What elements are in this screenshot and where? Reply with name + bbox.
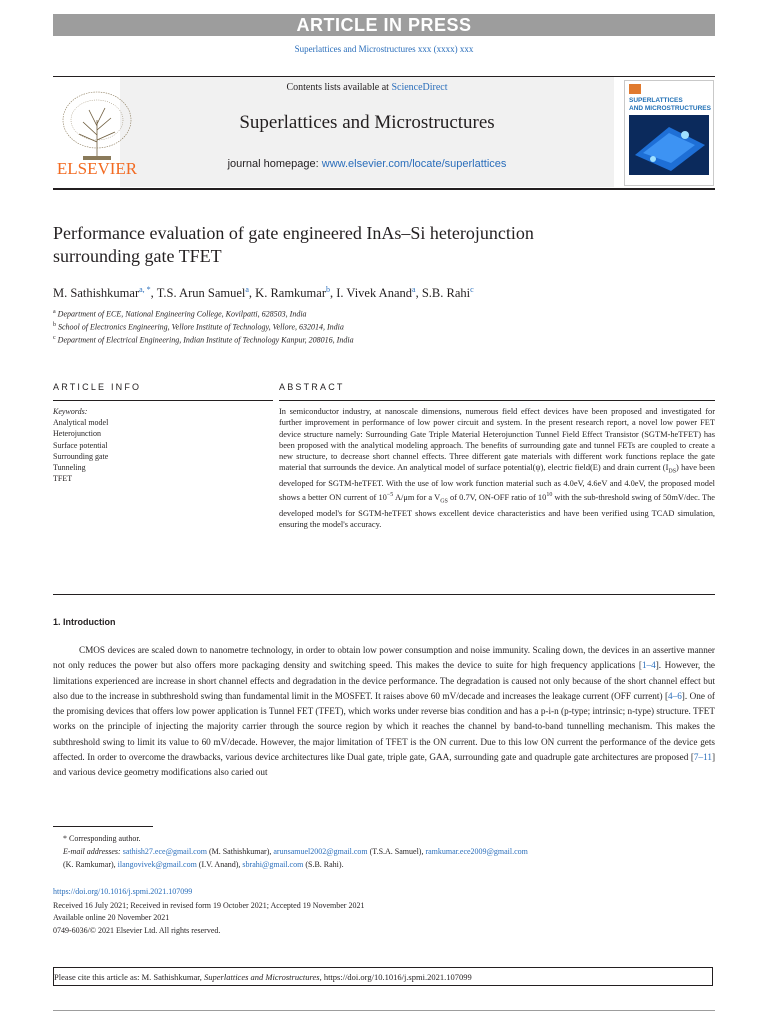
keyword-item: TFET xyxy=(53,474,73,484)
author-affiliation-mark[interactable]: a xyxy=(245,285,249,294)
author-separator: , xyxy=(248,286,256,301)
page-bottom-rule xyxy=(53,1010,715,1011)
citation-link[interactable]: 4–6 xyxy=(668,690,682,701)
keyword-item: Surface potential xyxy=(53,440,108,450)
cover-title: SUPERLATTICES AND MICROSTRUCTURES xyxy=(629,97,711,112)
author-list xyxy=(53,285,715,301)
affiliation-a: $^a$ Department of ECE, National Engineering College, Kovilpatti, 628503, India xyxy=(53,309,307,319)
citation-box: Please cite this article as: M. Sathishkumar, Superlattices and Microstructures, https://doi.org/10.1016/j.spmi.2021.107099 xyxy=(53,967,713,986)
footnote xyxy=(53,832,715,871)
article-in-press-banner: ARTICLE IN PRESS xyxy=(53,14,715,36)
keyword-item: Surrounding gate xyxy=(53,451,109,461)
affiliation-c: $^c$ Department of Electrical Engineering, Indian Institute of Technology Kanpur, 208016, India xyxy=(53,335,354,345)
keyword-item: Heterojunction xyxy=(53,429,101,439)
journal-title: Superlattices and Microstructures xyxy=(239,112,495,133)
affiliation-b: $^b$ School of Electronics Engineering, Vellore Institute of Technology, Vellore, 632014, India xyxy=(53,322,344,332)
abstract-text: In semiconductor industry, at nanoscale dimensions, numerous field effect devices have been proposed and investigated for further improvement in performance of low power circuit and system. In the present research report, a novel low power FET device structure namely: Surrounding Gate Triple Material Heterojunction Tunnel Field Effect Transistor (SGTM-heTFET) has been proposed with the analytical modeling approach. The benefits of surrounding gate and tunnel FETs are coupled to create a new structure, to decrease short channel effects. Three different gate materials with different work functions replace the gate material that surrounds the device. An analytical model of surface potential(ψ), electric field(E) and drain current $(I_{DS})$ have been developed for SGTM-heTFET. With the use of low work function material such as 4.0eV, 4.6eV and 4.0eV, the proposed model shows a better ON current of $10^{-5}$ A/μm for a $V_{GS}$ of 0.7V, ON-OFF ratio of $10^{10}$ with the sub-threshold swing of 50mV/dec. The developed model's for SGTM-heTFET shows excellent device characteristics and have been verified using TCAD simulation, ensuring the model's accuracy. xyxy=(279,407,715,529)
author-affiliation-mark[interactable]: c xyxy=(470,285,474,294)
journal-cover[interactable] xyxy=(624,80,714,186)
publication-info xyxy=(53,886,715,937)
keyword-item: Tunneling xyxy=(53,463,86,473)
doi-link[interactable]: https://doi.org/10.1016/j.spmi.2021.107099 xyxy=(53,887,193,896)
cover-artwork xyxy=(629,115,709,175)
introduction-heading: 1. Introduction xyxy=(53,617,116,627)
abstract-bottom-rule xyxy=(53,594,715,595)
author-name[interactable]: K. Ramkumar xyxy=(255,286,326,301)
cover-elsevier-icon xyxy=(629,84,641,94)
introduction-paragraph: CMOS devices are scaled down to nanometre technology, in order to obtain low power consumption and noise immunity. Scaling down, the devices in an assertive manner not only reduces the power but also offers more packaging density and switching speed. This makes the device to suite for high frequency applications [1–4]. However, the limitations experienced are increase in short channel effects and degradation in the device performance. The degradation is caused not only because of the short channel effect but also due to the increase in subthreshold swing than fundamental limit in the MOSFET. It raises above 60 mV/decade and increases the leakage current (OFF current) [4–6]. One of the promising devices that offers low power application is Tunnel FET (TFET), which works under reverse bias condition and has a p-i-n (p-type; intrinsic; n-type) structure. TFET works on the principle of injecting the majority carrier through the source region by which it reaches the channel by band-to-band tunnelling mechanism. This makes the subthreshold swing to limit its value to 60 mV/decade. However, the major limitation of TFET is the ON current. Due to this low ON current the performance of the device gets affected. In order to overcome the drawbacks, various device architectures like Dual gate, triple gate, GAA, surrounding gate and quadruple gate architectures are proposed [7–11] and various device geometry modifications also caried out xyxy=(53,645,715,778)
email-link[interactable]: ramkumar.ece2009@gmail.com xyxy=(425,847,528,856)
author-name[interactable]: I. Vivek Anand xyxy=(336,286,412,301)
citation-link[interactable]: 7–11 xyxy=(693,752,712,763)
keywords-block xyxy=(53,406,263,484)
article-info-heading: ARTICLE INFO xyxy=(53,382,142,392)
keywords-label: Keywords: xyxy=(53,407,88,416)
contents-line: Contents lists available at ScienceDirect xyxy=(286,82,448,93)
abstract-heading: ABSTRACT xyxy=(279,382,345,392)
sciencedirect-link[interactable]: ScienceDirect xyxy=(391,82,448,93)
author-name[interactable]: T.S. Arun Samuel xyxy=(156,286,246,301)
email-link[interactable]: ilangovivek@gmail.com xyxy=(117,860,197,869)
author-separator: , xyxy=(415,286,422,301)
journal-homepage: journal homepage: www.elsevier.com/locate/superlattices xyxy=(227,158,507,170)
keyword-item: Analytical model xyxy=(53,418,109,428)
email-link[interactable]: sbrahi@gmail.com xyxy=(242,860,304,869)
journal-homepage-link[interactable]: www.elsevier.com/locate/superlattices xyxy=(321,158,507,170)
abstract-rule xyxy=(279,400,715,401)
citation-link[interactable]: 1–4 xyxy=(641,660,656,671)
copyright: 0749-6036/© 2021 Elsevier Ltd. All rights reserved. xyxy=(53,925,221,935)
author-name[interactable]: M. Sathishkumar xyxy=(53,286,140,301)
available-online: Available online 20 November 2021 xyxy=(53,913,170,923)
email-addresses: E-mail addresses: sathish27.ece@gmail.com (M. Sathishkumar), arunsamuel2002@gmail.com (T.S.A. Samuel), ramkumar.ece2009@gmail.com (K. Ramkumar), ilangovivek@gmail.com (I.V. Anand), sbrahi@gmail.com (S.B. Rahi). xyxy=(63,847,528,869)
author-affiliation-mark[interactable]: a xyxy=(412,285,416,294)
article-info-rule xyxy=(53,400,273,401)
email-link[interactable]: sathish27.ece@gmail.com xyxy=(122,847,207,856)
author-affiliation-mark[interactable]: b xyxy=(326,285,330,294)
author-name[interactable]: S.B. Rahi xyxy=(421,286,471,301)
author-separator: , xyxy=(330,286,337,301)
corresponding-author-note: * Corresponding author. xyxy=(63,834,141,843)
author-affiliation-mark[interactable]: a, * xyxy=(139,285,151,294)
author-separator: , xyxy=(150,286,157,301)
elsevier-wordmark: ELSEVIER xyxy=(56,159,138,178)
journal-reference[interactable]: Superlattices and Microstructures xxx (xxxx) xxx xyxy=(294,44,474,54)
footnote-rule xyxy=(53,826,153,827)
header-bottom-rule xyxy=(53,188,715,190)
paper-title: Performance evaluation of gate engineered InAs–Si heterojunction surrounding gate TFET xyxy=(53,223,534,266)
received-dates: Received 16 July 2021; Received in revised form 19 October 2021; Accepted 19 November 2021 xyxy=(53,901,365,911)
email-link[interactable]: arunsamuel2002@gmail.com xyxy=(273,847,368,856)
